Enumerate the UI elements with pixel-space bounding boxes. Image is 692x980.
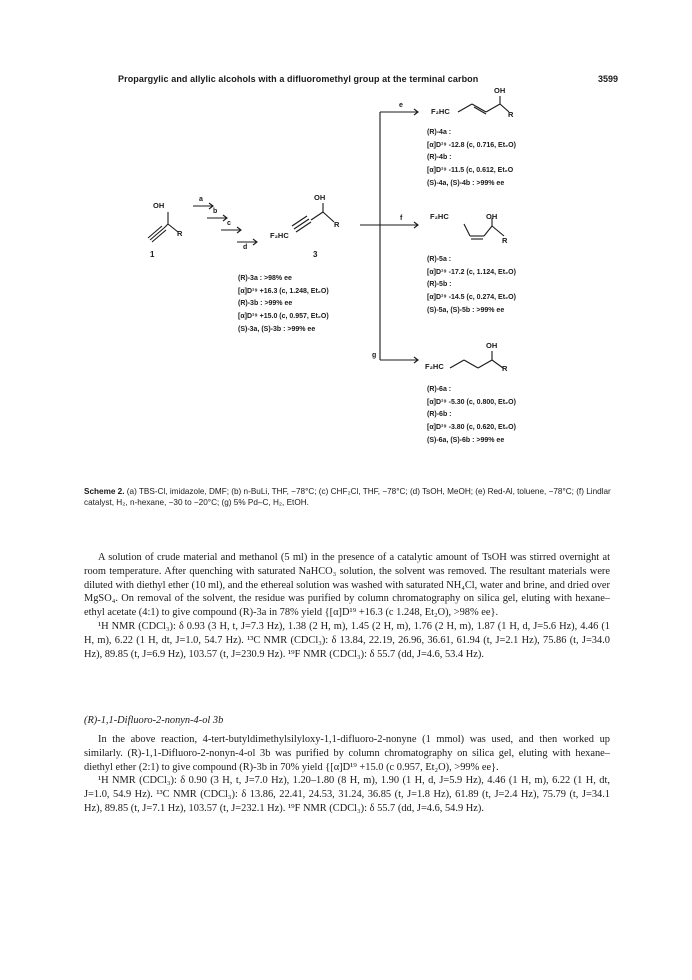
steps-a-b-c-d-arrows bbox=[193, 203, 257, 245]
annotation-line: (R)-5a : bbox=[427, 256, 452, 263]
annotation-line: (R)-4b : bbox=[427, 154, 452, 162]
scheme-2-diagram bbox=[0, 0, 692, 480]
compound-1-label: 1 bbox=[150, 250, 155, 259]
compound-3-r: R bbox=[334, 220, 340, 229]
annotation-line: [α]D¹⁹ -11.5 (c, 0.612, Et₂O bbox=[427, 167, 514, 175]
annotation-line: (R)-3a : >98% ee bbox=[238, 275, 292, 282]
annotation-line: [α]D¹⁹ -12.8 (c, 0.716, Et₂O) bbox=[427, 141, 516, 149]
paragraph-procedure-3a: A solution of crude material and methanol (5 ml) in the presence of a catalytic amount of TsOH was stirred overnight at room temperature. After quenching with saturated NaHCO₃ solution, the solvent was removed. The resultant materials were diluted with diethyl ether (10 ml), and the ethereal solution was washed with saturated NH₄Cl, water and brine, and dried over MgSO₄. On removal of the solvent, the residue was purified by column chromatography on silica gel, eluting with hexane–ethyl acetate (4:1) to give compound (R)-3a in 78% yield {[α]D¹⁹ +16.3 (c 1.248, Et₂O), >98% ee}. bbox=[84, 552, 610, 619]
running-header-title: Propargylic and allylic alcohols with a difluoromethyl group at the terminal carbon bbox=[118, 74, 479, 84]
compound-6-structure bbox=[450, 351, 503, 368]
annotation-line: (S)-3a, (S)-3b : >99% ee bbox=[238, 325, 316, 333]
compound-1-structure bbox=[148, 212, 178, 242]
compound-3-oh: OH bbox=[314, 193, 326, 202]
compound-4-oh: OH bbox=[494, 86, 506, 95]
caption-label: Scheme 2. bbox=[84, 487, 125, 496]
step-b-label: b bbox=[213, 208, 218, 215]
compound-3-label: 3 bbox=[313, 250, 318, 259]
compound-5-f2hc: F₂HC bbox=[430, 212, 449, 221]
annotation-line: (S)-4a, (S)-4b : >99% ee bbox=[427, 179, 505, 187]
step-d-label: d bbox=[243, 244, 248, 251]
compound-6-r: R bbox=[502, 364, 508, 373]
step-g-label: g bbox=[372, 352, 377, 359]
annotation-line: (R)-6b : bbox=[427, 411, 452, 419]
annotation-line: (R)-6a : bbox=[427, 386, 452, 393]
annotation-line: (S)-6a, (S)-6b : >99% ee bbox=[427, 436, 505, 444]
compound-5-annotations bbox=[427, 254, 516, 318]
scheme-caption bbox=[84, 486, 614, 508]
annotation-line: [α]D¹⁹ +16.3 (c, 1.248, Et₂O) bbox=[238, 287, 329, 295]
body-block-1 bbox=[84, 551, 610, 661]
paragraph-procedure-3b: In the above reaction, 4-tert-butyldimethylsilyloxy-1,1-difluoro-2-nonyne (1 mmol) was used, and then worked up similarly. (R)-1,1-Difluoro-2-nonyn-4-ol 3b was purified by column chromatography on silica gel, eluting with hexane–diethyl ether (2:1) to give compound (R)-3b in 70% yield {[α]D¹⁹ +15.0 (c 0.957, Et₂O), >99% ee}. bbox=[84, 734, 610, 773]
annotation-line: [α]D¹⁹ -3.80 (c, 0.620, Et₂O) bbox=[427, 424, 516, 432]
caption-text: (a) TBS-Cl, imidazole, DMF; (b) n-BuLi, THF, −78°C; (c) CHF₂Cl, THF, −78°C; (d) TsOH, MeOH; (e) Red-Al, toluene, −78°C; (f) Lindlar catalyst, H₂, n-hexane, −30 to −20°C; (g) 5% Pd–C, H₂, EtOH. bbox=[84, 487, 611, 507]
compound-6-oh: OH bbox=[486, 341, 498, 350]
compound-1-r: R bbox=[177, 229, 183, 238]
compound-3-structure bbox=[292, 203, 334, 232]
annotation-line: (S)-5a, (S)-5b : >99% ee bbox=[427, 306, 505, 314]
annotation-line: (R)-4a : bbox=[427, 129, 452, 136]
step-a-label: a bbox=[199, 196, 203, 203]
annotation-line: [α]D¹⁹ +15.0 (c, 0.957, Et₂O) bbox=[238, 313, 329, 321]
annotation-line: [α]D¹⁹ -5.30 (c, 0.800, Et₂O) bbox=[427, 398, 516, 406]
compound-4-r: R bbox=[508, 110, 514, 119]
compound-4-annotations bbox=[427, 127, 516, 191]
compound-3-annotations bbox=[238, 273, 329, 337]
compound-4-structure bbox=[458, 96, 509, 114]
annotation-line: [α]D¹⁹ -17.2 (c, 1.124, Et₂O) bbox=[427, 268, 516, 276]
compound-4-f2hc: F₂HC bbox=[431, 107, 450, 116]
section-heading-3b: (R)-1,1-Difluoro-2-nonyn-4-ol 3b bbox=[84, 715, 224, 726]
compound-3-f2hc: F₂HC bbox=[270, 231, 289, 240]
compound-5-oh: OH bbox=[486, 212, 498, 221]
compound-6-f2hc: F₂HC bbox=[425, 362, 444, 371]
paragraph-nmr-3b: ¹H NMR (CDCl₃): δ 0.90 (3 H, t, J=7.0 Hz), 1.20–1.80 (8 H, m), 1.90 (1 H, d, J=5.9 Hz), 4.46 (1 H, m), 6.22 (1 H, dt, J=1.0, 54.9 Hz). ¹³C NMR (CDCl₃): δ 13.86, 22.41, 24.53, 31.24, 36.85 (t, J=1.8 Hz), 61.89 (t, J=2.4 Hz), 75.79 (t, J=34.1 Hz), 89.85 (t, J=7.1 Hz), 103.57 (t, J=232.1 Hz). ¹⁹F NMR (CDCl₃): δ 55.7 (dd, J=4.6, 54.9 Hz). bbox=[84, 775, 610, 814]
step-f-label: f bbox=[400, 215, 403, 222]
annotation-line: [α]D¹⁹ -14.5 (c, 0.274, Et₂O) bbox=[427, 294, 516, 302]
compound-5-structure bbox=[464, 218, 504, 239]
step-c-label: c bbox=[227, 220, 231, 227]
compound-6-annotations bbox=[427, 384, 516, 448]
page-number: 3599 bbox=[598, 74, 619, 84]
annotation-line: (R)-5b : bbox=[427, 281, 452, 289]
step-e-label: e bbox=[399, 102, 403, 109]
compound-1-oh: OH bbox=[153, 201, 165, 210]
annotation-line: (R)-3b : >99% ee bbox=[238, 300, 293, 308]
compound-5-r: R bbox=[502, 236, 508, 245]
paragraph-nmr-3a: ¹H NMR (CDCl₃): δ 0.93 (3 H, t, J=7.3 Hz), 1.38 (2 H, m), 1.45 (2 H, m), 1.76 (2 H, m), 1.87 (1 H, d, J=5.6 Hz), 4.46 (1 H, m), 6.22 (1 H, dt, J=1.0, 54.7 Hz). ¹³C NMR (CDCl₃): δ 13.84, 22.19, 26.96, 36.61, 61.94 (t, J=2.1 Hz), 75.86 (t, J=34.0 Hz), 89.85 (t, J=6.9 Hz), 103.57 (t, J=230.9 Hz). ¹⁹F NMR (CDCl₃): δ 55.7 (dd, J=4.6, 53.4 Hz). bbox=[84, 620, 610, 660]
body-block-2 bbox=[84, 733, 610, 816]
